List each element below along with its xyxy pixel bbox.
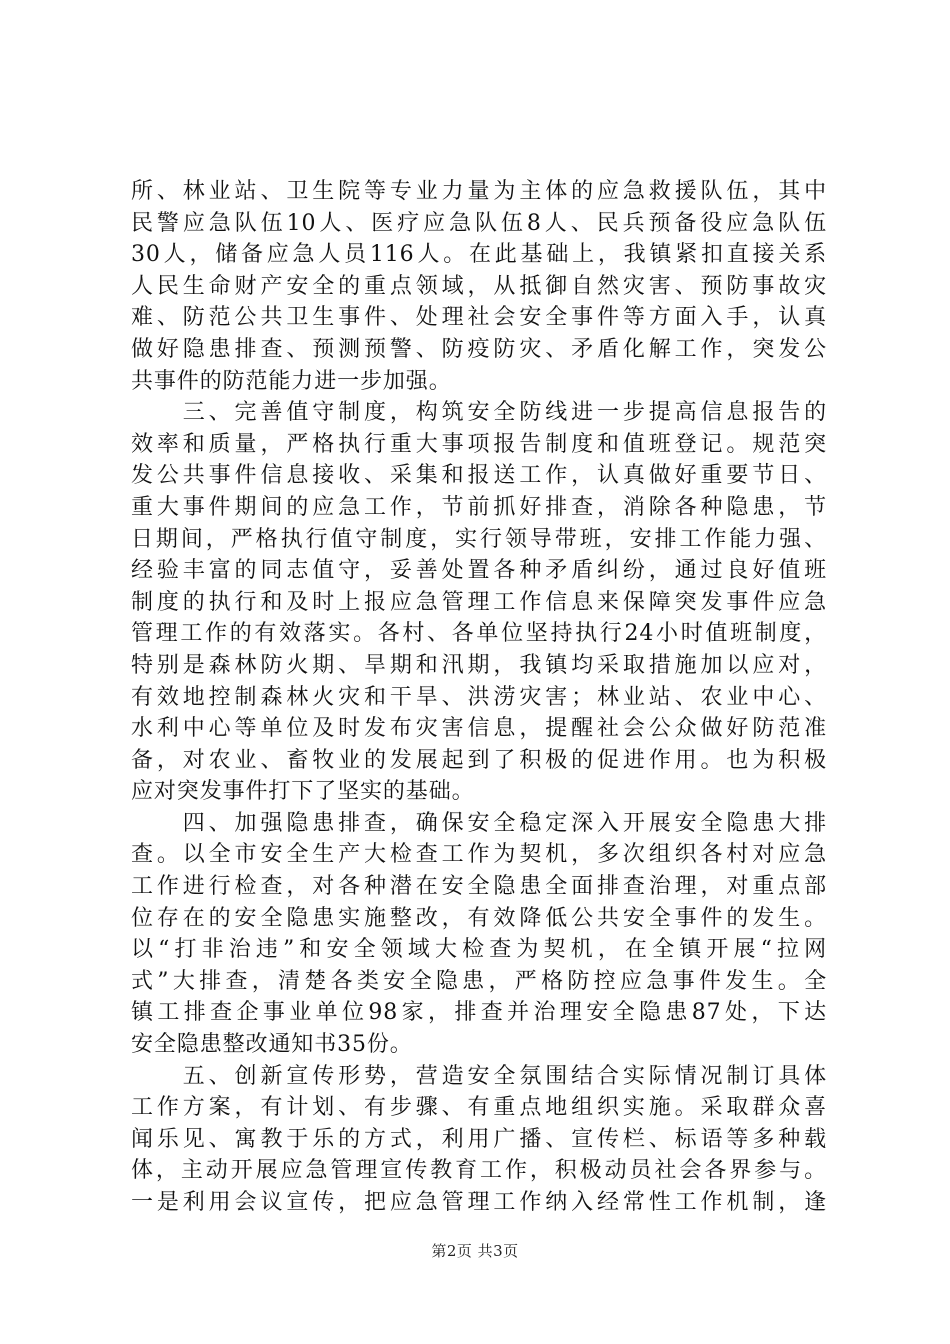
text-line: 应对突发事件打下了坚实的基础。 [131, 779, 475, 805]
page-footer: 第2页 共3页 [431, 1242, 519, 1260]
text-line: 位存在的安全隐患实施整改，有效降低公共安全事件的发生。 [131, 905, 827, 931]
text-line: 一是利用会议宣传，把应急管理工作纳入经常性工作机制，逢 [131, 1190, 827, 1215]
text-line: 四、加强隐患排查，确保安全稳定深入开展安全隐患大排 [131, 810, 827, 836]
text-line: 镇工排查企事业单位98家，排查并治理安全隐患87处，下达 [131, 1000, 827, 1026]
text-line: 效率和质量，严格执行重大事项报告制度和值班登记。规范突 [131, 431, 827, 457]
text-line: 工作方案，有计划、有步骤、有重点地组织实施。采取群众喜 [131, 1095, 827, 1121]
text-line: 安全隐患整改通知书35份。 [131, 1032, 413, 1058]
text-line: 特别是森林防火期、旱期和汛期，我镇均采取措施加以应对， [131, 652, 827, 678]
text-line: 人民生命财产安全的重点领域，从抵御自然灾害、预防事故灾 [131, 273, 827, 299]
text-line: 发公共事件信息接收、采集和报送工作，认真做好重要节日、 [131, 463, 827, 489]
body-text [131, 176, 827, 1219]
text-line: 体，主动开展应急管理宣传教育工作，积极动员社会各界参与。 [131, 1158, 827, 1184]
text-line: 式”大排查，清楚各类安全隐患，严格防控应急事件发生。全 [131, 968, 827, 994]
text-line: 工作进行检查，对各种潜在安全隐患全面排查治理，对重点部 [131, 874, 827, 900]
text-line: 共事件的防范能力进一步加强。 [131, 368, 452, 394]
text-line: 做好隐患排查、预测预警、防疫防灾、矛盾化解工作，突发公 [131, 336, 827, 362]
text-line: 经验丰富的同志值守，妥善处置各种矛盾纠纷，通过良好值班 [131, 558, 827, 584]
text-line: 查。以全市安全生产大检查工作为契机，多次组织各村对应急 [131, 842, 827, 868]
text-line: 难、防范公共卫生事件、处理社会安全事件等方面入手，认真 [131, 305, 827, 331]
text-line: 以“打非治违”和安全领域大检查为契机，在全镇开展“拉网 [131, 937, 827, 963]
text-line: 重大事件期间的应急工作，节前抓好排查，消除各种隐患，节 [131, 494, 827, 520]
text-line: 日期间，严格执行值守制度，实行领导带班，安排工作能力强、 [131, 526, 827, 552]
text-line: 民警应急队伍10人、医疗应急队伍8人、民兵预备役应急队伍 [131, 210, 827, 236]
text-line: 所、林业站、卫生院等专业力量为主体的应急救援队伍，其中 [131, 179, 827, 204]
text-line: 制度的执行和及时上报应急管理工作信息来保障突发事件应急 [131, 589, 827, 615]
text-line: 管理工作的有效落实。各村、各单位坚持执行24小时值班制度， [131, 621, 827, 647]
text-line: 五、创新宣传形势，营造安全氛围结合实际情况制订具体 [131, 1063, 827, 1089]
text-line: 闻乐见、寓教于乐的方式，利用广播、宣传栏、标语等多种载 [131, 1126, 827, 1152]
text-line: 备，对农业、畜牧业的发展起到了积极的促进作用。也为积极 [131, 747, 827, 773]
text-line: 30人，储备应急人员116人。在此基础上，我镇紧扣直接关系 [131, 242, 827, 268]
text-line: 水利中心等单位及时发布灾害信息，提醒社会公众做好防范准 [131, 716, 827, 742]
text-line: 三、完善值守制度，构筑安全防线进一步提高信息报告的 [131, 400, 827, 426]
text-line: 有效地控制森林火灾和干旱、洪涝灾害；林业站、农业中心、 [131, 684, 827, 710]
